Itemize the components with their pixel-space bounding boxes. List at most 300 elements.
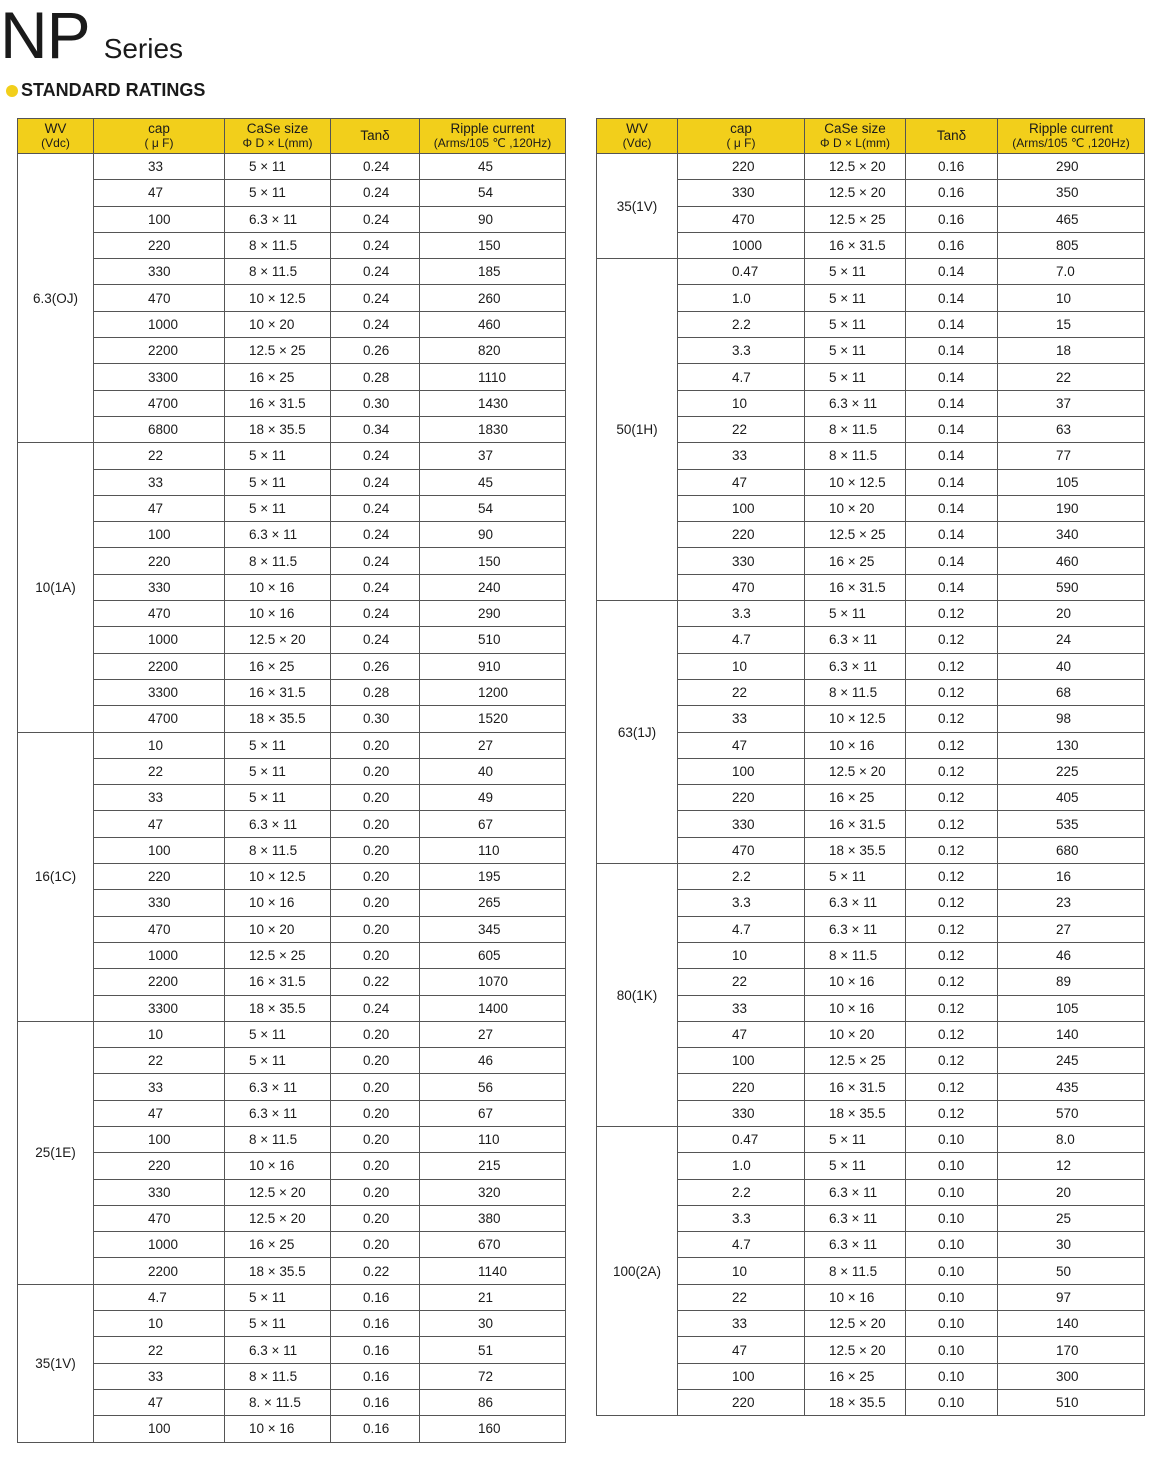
- ratings-table-left: [17, 118, 566, 1443]
- tan-cell: 0.16: [906, 154, 998, 180]
- tan-cell: 0.20: [331, 942, 420, 968]
- table-row: [18, 364, 566, 390]
- table-row: [18, 1021, 566, 1047]
- case-size-cell: 6.3 × 11: [805, 390, 906, 416]
- cap-cell: 330: [94, 1179, 225, 1205]
- cap-cell: 220: [678, 522, 805, 548]
- tan-cell: 0.10: [906, 1337, 998, 1363]
- case-size-cell: 8 × 11.5: [805, 1258, 906, 1284]
- case-size-cell: 6.3 × 11: [225, 1074, 331, 1100]
- cap-cell: 220: [678, 785, 805, 811]
- ripple-cell: 110: [420, 837, 566, 863]
- table-row: [597, 1232, 1145, 1258]
- header-tan: Tanδ: [331, 119, 420, 154]
- cap-cell: 470: [94, 601, 225, 627]
- tan-cell: 0.10: [906, 1363, 998, 1389]
- tan-cell: 0.12: [906, 837, 998, 863]
- ripple-cell: 56: [420, 1074, 566, 1100]
- table-row: [597, 574, 1145, 600]
- ripple-cell: 49: [420, 785, 566, 811]
- ripple-cell: 245: [998, 1048, 1145, 1074]
- header-tan: Tanδ: [906, 119, 998, 154]
- cap-cell: 470: [94, 1205, 225, 1231]
- cap-cell: 10: [678, 942, 805, 968]
- case-size-cell: 10 × 20: [225, 311, 331, 337]
- table-row: [18, 522, 566, 548]
- table-row: [18, 916, 566, 942]
- tan-cell: 0.26: [331, 338, 420, 364]
- cap-cell: 47: [678, 1337, 805, 1363]
- tan-cell: 0.14: [906, 311, 998, 337]
- table-row: [18, 311, 566, 337]
- cap-cell: 33: [94, 1363, 225, 1389]
- table-row: [18, 259, 566, 285]
- case-size-cell: 10 × 16: [805, 1284, 906, 1310]
- table-row: [597, 1021, 1145, 1047]
- table-row: [18, 232, 566, 258]
- table-row: [18, 601, 566, 627]
- case-size-cell: 10 × 20: [225, 916, 331, 942]
- table-header-row: [597, 119, 1145, 154]
- cap-cell: 47: [678, 732, 805, 758]
- table-row: [597, 995, 1145, 1021]
- ripple-cell: 25: [998, 1205, 1145, 1231]
- ripple-cell: 51: [420, 1337, 566, 1363]
- table-row: [18, 1048, 566, 1074]
- case-size-cell: 6.3 × 11: [805, 1179, 906, 1205]
- case-size-cell: 8 × 11.5: [805, 416, 906, 442]
- case-size-cell: 6.3 × 11: [805, 916, 906, 942]
- ripple-cell: 510: [420, 627, 566, 653]
- case-size-cell: 12.5 × 20: [805, 1311, 906, 1337]
- tan-cell: 0.14: [906, 364, 998, 390]
- cap-cell: 330: [678, 180, 805, 206]
- table-row: [18, 1179, 566, 1205]
- table-row: [18, 1389, 566, 1415]
- cap-cell: 22: [94, 758, 225, 784]
- ripple-cell: 45: [420, 154, 566, 180]
- tan-cell: 0.24: [331, 285, 420, 311]
- case-size-cell: 8 × 11.5: [225, 1363, 331, 1389]
- wv-cell: 63(1J): [597, 601, 678, 864]
- cap-cell: 33: [678, 706, 805, 732]
- table-row: [18, 548, 566, 574]
- case-size-cell: 16 × 31.5: [805, 232, 906, 258]
- case-size-cell: 16 × 31.5: [805, 811, 906, 837]
- table-row: [597, 154, 1145, 180]
- case-size-cell: 10 × 12.5: [225, 285, 331, 311]
- series-code: NP: [0, 0, 90, 72]
- ripple-cell: 54: [420, 495, 566, 521]
- case-size-cell: 12.5 × 20: [805, 180, 906, 206]
- ripple-cell: 225: [998, 758, 1145, 784]
- wv-cell: 100(2A): [597, 1126, 678, 1415]
- table-header-row: [18, 119, 566, 154]
- cap-cell: 10: [94, 732, 225, 758]
- table-row: [597, 1258, 1145, 1284]
- ripple-cell: 510: [998, 1389, 1145, 1415]
- tan-cell: 0.16: [906, 180, 998, 206]
- table-row: [18, 942, 566, 968]
- ratings-table-right: [596, 118, 1145, 1416]
- ripple-cell: 240: [420, 574, 566, 600]
- ripple-cell: 1520: [420, 706, 566, 732]
- cap-cell: 47: [94, 180, 225, 206]
- tan-cell: 0.10: [906, 1311, 998, 1337]
- table-row: [18, 706, 566, 732]
- case-size-cell: 12.5 × 20: [225, 1179, 331, 1205]
- table-row: [597, 1311, 1145, 1337]
- case-size-cell: 6.3 × 11: [225, 522, 331, 548]
- cap-cell: 100: [678, 495, 805, 521]
- tan-cell: 0.24: [331, 206, 420, 232]
- cap-cell: 220: [678, 154, 805, 180]
- case-size-cell: 5 × 11: [805, 338, 906, 364]
- tan-cell: 0.24: [331, 180, 420, 206]
- tan-cell: 0.10: [906, 1232, 998, 1258]
- tan-cell: 0.16: [331, 1311, 420, 1337]
- cap-cell: 2200: [94, 338, 225, 364]
- tan-cell: 0.30: [331, 390, 420, 416]
- ripple-cell: 105: [998, 995, 1145, 1021]
- table-row: [18, 154, 566, 180]
- cap-cell: 33: [678, 1311, 805, 1337]
- tan-cell: 0.14: [906, 390, 998, 416]
- tan-cell: 0.22: [331, 1258, 420, 1284]
- table-row: [18, 653, 566, 679]
- case-size-cell: 8 × 11.5: [225, 232, 331, 258]
- table-row: [597, 837, 1145, 863]
- ripple-cell: 290: [420, 601, 566, 627]
- ripple-cell: 345: [420, 916, 566, 942]
- table-row: [597, 627, 1145, 653]
- table-row: [18, 837, 566, 863]
- table-row: [18, 1311, 566, 1337]
- case-size-cell: 5 × 11: [225, 1311, 331, 1337]
- header-ripple: Ripple current (Arms/105 ℃ ,120Hz): [420, 119, 566, 154]
- tan-cell: 0.10: [906, 1126, 998, 1152]
- tan-cell: 0.24: [331, 259, 420, 285]
- ripple-cell: 465: [998, 206, 1145, 232]
- ripple-cell: 15: [998, 311, 1145, 337]
- section-heading: [6, 80, 205, 101]
- table-row: [597, 1153, 1145, 1179]
- cap-cell: 100: [94, 1126, 225, 1152]
- ripple-cell: 37: [998, 390, 1145, 416]
- ripple-cell: 30: [998, 1232, 1145, 1258]
- case-size-cell: 5 × 11: [225, 1048, 331, 1074]
- cap-cell: 2.2: [678, 1179, 805, 1205]
- table-row: [18, 1126, 566, 1152]
- ripple-cell: 50: [998, 1258, 1145, 1284]
- case-size-cell: 6.3 × 11: [225, 1337, 331, 1363]
- ripple-cell: 90: [420, 206, 566, 232]
- case-size-cell: 5 × 11: [225, 469, 331, 495]
- cap-cell: 3.3: [678, 1205, 805, 1231]
- tan-cell: 0.14: [906, 495, 998, 521]
- tan-cell: 0.28: [331, 364, 420, 390]
- ripple-cell: 910: [420, 653, 566, 679]
- cap-cell: 10: [94, 1021, 225, 1047]
- case-size-cell: 12.5 × 20: [225, 627, 331, 653]
- tan-cell: 0.12: [906, 653, 998, 679]
- tan-cell: 0.24: [331, 311, 420, 337]
- case-size-cell: 18 × 35.5: [805, 1100, 906, 1126]
- case-size-cell: 5 × 11: [805, 601, 906, 627]
- case-size-cell: 16 × 25: [805, 785, 906, 811]
- wv-cell: 25(1E): [18, 1021, 94, 1284]
- tan-cell: 0.14: [906, 285, 998, 311]
- cap-cell: 33: [94, 469, 225, 495]
- ripple-cell: 150: [420, 232, 566, 258]
- tan-cell: 0.24: [331, 574, 420, 600]
- tan-cell: 0.30: [331, 706, 420, 732]
- ripple-cell: 30: [420, 1311, 566, 1337]
- tan-cell: 0.12: [906, 1048, 998, 1074]
- table-row: [597, 259, 1145, 285]
- cap-cell: 100: [678, 1363, 805, 1389]
- ripple-cell: 8.0: [998, 1126, 1145, 1152]
- tan-cell: 0.24: [331, 601, 420, 627]
- wv-cell: 10(1A): [18, 443, 94, 732]
- tan-cell: 0.24: [331, 522, 420, 548]
- ripple-cell: 680: [998, 837, 1145, 863]
- tan-cell: 0.20: [331, 1048, 420, 1074]
- tan-cell: 0.16: [331, 1284, 420, 1310]
- ripple-cell: 67: [420, 1100, 566, 1126]
- case-size-cell: 8 × 11.5: [225, 837, 331, 863]
- table-row: [597, 890, 1145, 916]
- case-size-cell: 5 × 11: [225, 154, 331, 180]
- cap-cell: 330: [678, 548, 805, 574]
- table-row: [18, 1363, 566, 1389]
- case-size-cell: 18 × 35.5: [805, 1389, 906, 1415]
- table-row: [18, 1258, 566, 1284]
- tan-cell: 0.16: [906, 206, 998, 232]
- tan-cell: 0.20: [331, 732, 420, 758]
- cap-cell: 470: [678, 837, 805, 863]
- tan-cell: 0.14: [906, 416, 998, 442]
- case-size-cell: 12.5 × 25: [225, 942, 331, 968]
- tan-cell: 0.10: [906, 1205, 998, 1231]
- tan-cell: 0.10: [906, 1258, 998, 1284]
- tan-cell: 0.20: [331, 1126, 420, 1152]
- table-row: [18, 1153, 566, 1179]
- case-size-cell: 12.5 × 20: [805, 1337, 906, 1363]
- tan-cell: 0.12: [906, 1074, 998, 1100]
- case-size-cell: 16 × 25: [805, 548, 906, 574]
- header-cap: cap ( μ F): [678, 119, 805, 154]
- ripple-cell: 90: [420, 522, 566, 548]
- table-row: [18, 811, 566, 837]
- tan-cell: 0.16: [331, 1416, 420, 1442]
- cap-cell: 10: [678, 1258, 805, 1284]
- table-row: [597, 811, 1145, 837]
- ripple-cell: 45: [420, 469, 566, 495]
- table-row: [597, 732, 1145, 758]
- cap-cell: 22: [94, 443, 225, 469]
- case-size-cell: 8 × 11.5: [225, 259, 331, 285]
- cap-cell: 33: [94, 1074, 225, 1100]
- ripple-cell: 18: [998, 338, 1145, 364]
- cap-cell: 4.7: [678, 627, 805, 653]
- cap-cell: 10: [678, 390, 805, 416]
- header-ripple: Ripple current (Arms/105 ℃ ,120Hz): [998, 119, 1145, 154]
- cap-cell: 100: [94, 1416, 225, 1442]
- ripple-cell: 350: [998, 180, 1145, 206]
- ripple-cell: 435: [998, 1074, 1145, 1100]
- tan-cell: 0.20: [331, 1179, 420, 1205]
- table-row: [597, 601, 1145, 627]
- ripple-cell: 265: [420, 890, 566, 916]
- ripple-cell: 22: [998, 364, 1145, 390]
- table-row: [597, 495, 1145, 521]
- case-size-cell: 5 × 11: [225, 785, 331, 811]
- table-row: [18, 206, 566, 232]
- cap-cell: 330: [94, 574, 225, 600]
- case-size-cell: 8 × 11.5: [805, 942, 906, 968]
- table-row: [597, 1074, 1145, 1100]
- table-row: [18, 627, 566, 653]
- case-size-cell: 10 × 12.5: [805, 469, 906, 495]
- table-row: [597, 1126, 1145, 1152]
- case-size-cell: 16 × 31.5: [225, 390, 331, 416]
- cap-cell: 470: [94, 916, 225, 942]
- ripple-cell: 380: [420, 1205, 566, 1231]
- ripple-cell: 16: [998, 864, 1145, 890]
- cap-cell: 47: [678, 1021, 805, 1047]
- cap-cell: 100: [94, 206, 225, 232]
- ripple-cell: 150: [420, 548, 566, 574]
- table-row: [597, 1284, 1145, 1310]
- tan-cell: 0.20: [331, 1232, 420, 1258]
- cap-cell: 100: [94, 522, 225, 548]
- case-size-cell: 10 × 12.5: [805, 706, 906, 732]
- cap-cell: 22: [94, 1337, 225, 1363]
- ripple-cell: 300: [998, 1363, 1145, 1389]
- tan-cell: 0.14: [906, 522, 998, 548]
- ripple-cell: 40: [420, 758, 566, 784]
- cap-cell: 1000: [94, 942, 225, 968]
- table-row: [597, 706, 1145, 732]
- cap-cell: 2.2: [678, 311, 805, 337]
- table-row: [597, 1389, 1145, 1415]
- ripple-cell: 195: [420, 864, 566, 890]
- tan-cell: 0.34: [331, 416, 420, 442]
- case-size-cell: 10 × 16: [805, 995, 906, 1021]
- table-row: [597, 1337, 1145, 1363]
- tan-cell: 0.24: [331, 995, 420, 1021]
- ripple-cell: 1200: [420, 679, 566, 705]
- ripple-cell: 77: [998, 443, 1145, 469]
- case-size-cell: 16 × 25: [225, 364, 331, 390]
- wv-cell: 35(1V): [597, 154, 678, 259]
- ripple-cell: 110: [420, 1126, 566, 1152]
- case-size-cell: 16 × 25: [225, 653, 331, 679]
- tan-cell: 0.10: [906, 1284, 998, 1310]
- cap-cell: 33: [678, 995, 805, 1021]
- tan-cell: 0.20: [331, 837, 420, 863]
- tan-cell: 0.12: [906, 758, 998, 784]
- table-row: [597, 916, 1145, 942]
- ripple-cell: 190: [998, 495, 1145, 521]
- table-row: [597, 311, 1145, 337]
- case-size-cell: 16 × 31.5: [225, 679, 331, 705]
- header-wv: WV (Vdc): [597, 119, 678, 154]
- table-row: [18, 469, 566, 495]
- tan-cell: 0.24: [331, 548, 420, 574]
- header-case-size: CaSe size Φ D × L(mm): [225, 119, 331, 154]
- ripple-cell: 27: [420, 1021, 566, 1047]
- cap-cell: 1000: [94, 311, 225, 337]
- cap-cell: 47: [678, 469, 805, 495]
- tan-cell: 0.16: [331, 1389, 420, 1415]
- case-size-cell: 8. × 11.5: [225, 1389, 331, 1415]
- table-row: [597, 180, 1145, 206]
- ripple-cell: 130: [998, 732, 1145, 758]
- case-size-cell: 10 × 16: [805, 969, 906, 995]
- tan-cell: 0.14: [906, 338, 998, 364]
- cap-cell: 2.2: [678, 864, 805, 890]
- ripple-cell: 1400: [420, 995, 566, 1021]
- ripple-cell: 460: [420, 311, 566, 337]
- ratings-body-right: [597, 154, 1145, 1416]
- tan-cell: 0.26: [331, 653, 420, 679]
- case-size-cell: 6.3 × 11: [805, 627, 906, 653]
- cap-cell: 470: [678, 574, 805, 600]
- tan-cell: 0.10: [906, 1179, 998, 1205]
- ripple-cell: 605: [420, 942, 566, 968]
- ripple-cell: 89: [998, 969, 1145, 995]
- cap-cell: 220: [678, 1389, 805, 1415]
- bullet-dot-icon: [6, 85, 18, 97]
- ripple-cell: 1430: [420, 390, 566, 416]
- tan-cell: 0.12: [906, 627, 998, 653]
- case-size-cell: 8 × 11.5: [805, 443, 906, 469]
- table-row: [597, 1363, 1145, 1389]
- ripple-cell: 820: [420, 338, 566, 364]
- cap-cell: 1000: [94, 1232, 225, 1258]
- tan-cell: 0.20: [331, 864, 420, 890]
- tan-cell: 0.12: [906, 995, 998, 1021]
- cap-cell: 2200: [94, 1258, 225, 1284]
- cap-cell: 4.7: [678, 916, 805, 942]
- ripple-cell: 805: [998, 232, 1145, 258]
- tan-cell: 0.12: [906, 679, 998, 705]
- table-row: [597, 864, 1145, 890]
- table-row: [18, 1284, 566, 1310]
- cap-cell: 100: [678, 758, 805, 784]
- case-size-cell: 6.3 × 11: [225, 206, 331, 232]
- section-heading-text: STANDARD RATINGS: [21, 80, 206, 100]
- table-row: [18, 1232, 566, 1258]
- tan-cell: 0.16: [906, 232, 998, 258]
- series-word: Series: [103, 33, 184, 64]
- case-size-cell: 18 × 35.5: [805, 837, 906, 863]
- ripple-cell: 320: [420, 1179, 566, 1205]
- cap-cell: 1000: [94, 627, 225, 653]
- cap-cell: 4.7: [678, 364, 805, 390]
- tan-cell: 0.12: [906, 601, 998, 627]
- cap-cell: 22: [678, 969, 805, 995]
- ripple-cell: 1070: [420, 969, 566, 995]
- table-row: [597, 443, 1145, 469]
- wv-cell: 16(1C): [18, 732, 94, 1021]
- cap-cell: 3300: [94, 364, 225, 390]
- case-size-cell: 6.3 × 11: [225, 811, 331, 837]
- cap-cell: 33: [678, 443, 805, 469]
- case-size-cell: 12.5 × 25: [805, 206, 906, 232]
